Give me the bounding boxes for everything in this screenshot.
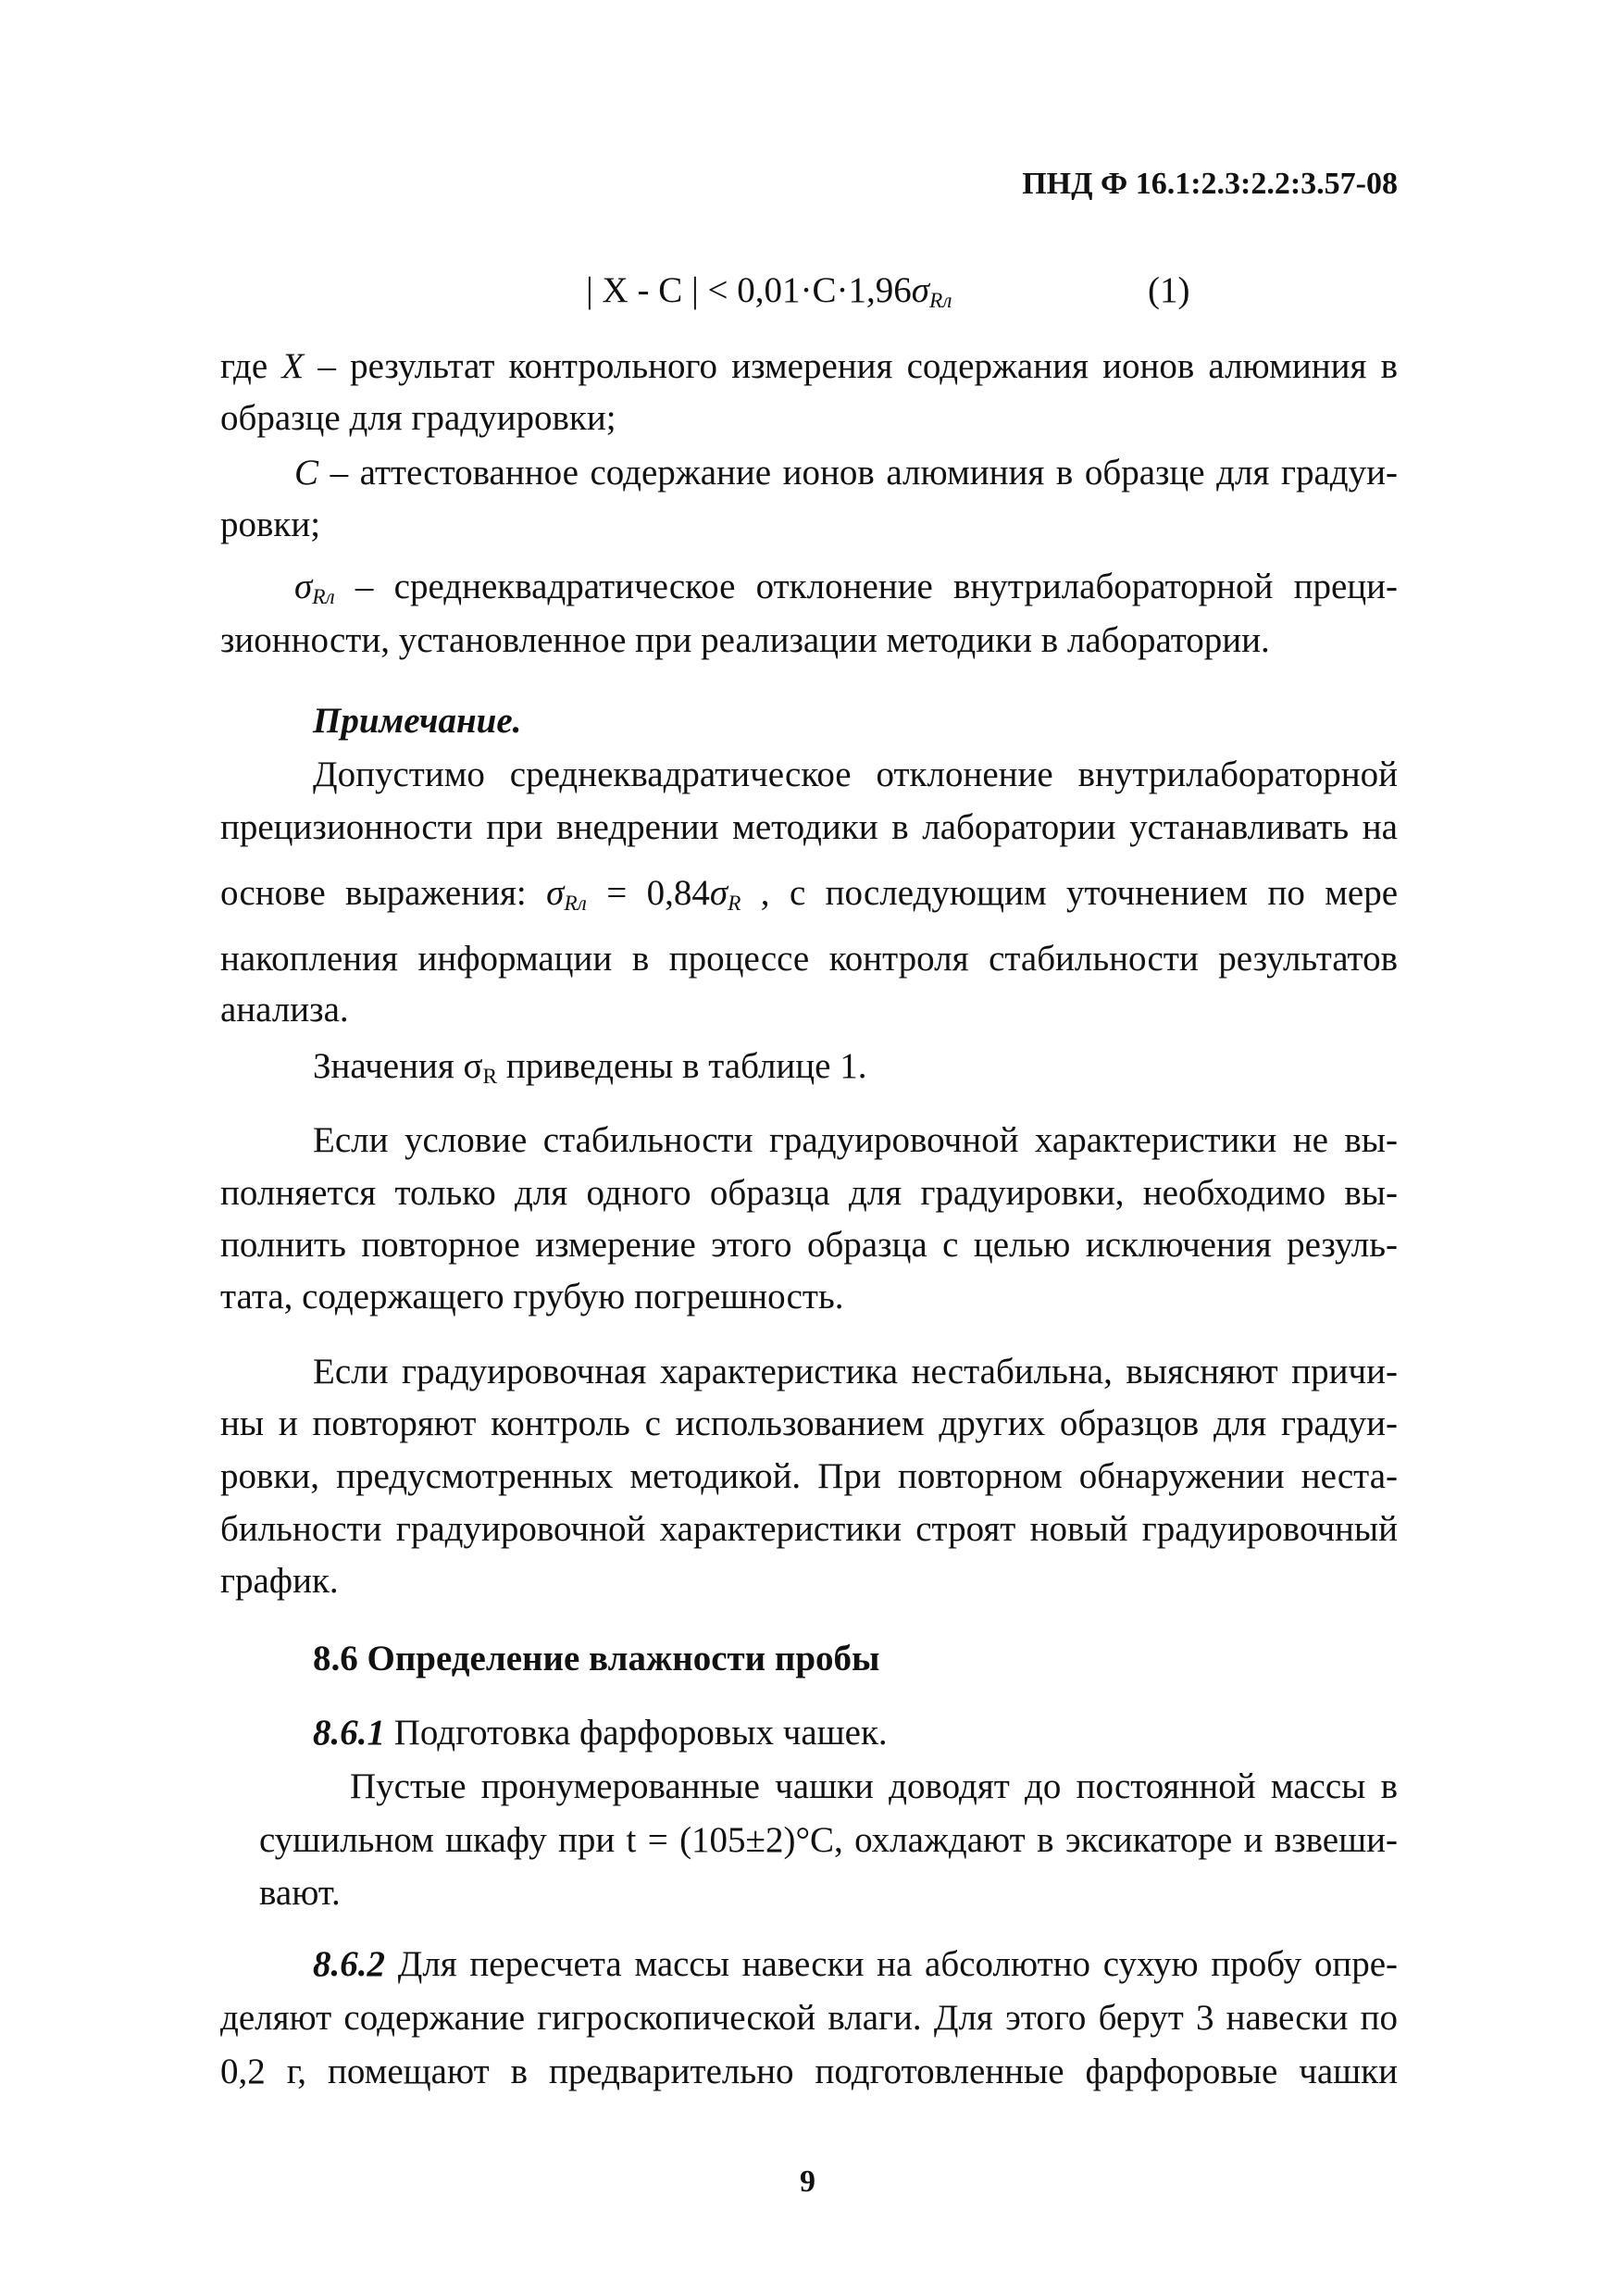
sigma-symbol: σ: [463, 1046, 483, 1086]
note-line-1: Допустимо среднеквадратическое отклонение внутрилабораторной: [313, 755, 1398, 794]
sigma-symbol: σ: [294, 567, 313, 606]
definition-x-line1: [220, 348, 1398, 384]
note-line-5: анализа.: [220, 990, 349, 1029]
note-title: Примечание.: [313, 701, 522, 741]
paragraph-1-line-4: тата, содержащего грубую погрешность.: [220, 1277, 844, 1316]
sigma-symbol: σ: [911, 270, 929, 310]
note-text: приведены в таблице 1.: [497, 1046, 867, 1086]
subsection-861-line-3: вают.: [259, 1873, 341, 1913]
definition-c-line1: [294, 455, 1398, 491]
definition-x-line2: образце для градуировки;: [220, 398, 616, 438]
note-line-3: [220, 875, 1398, 915]
paragraph-2-line-5: график.: [220, 1561, 339, 1601]
subsection-862-line-2: деляют содержание гигроскопической влаги. Для этого берут 3 навески по: [220, 1998, 1398, 2038]
subsection-861-title: [313, 1715, 888, 1751]
definition-c-line2: ровки;: [220, 505, 321, 544]
paragraph-2-line-1: Если градуировочная характеристика нестабильна, выясняют причи-: [313, 1352, 1398, 1391]
sigma-symbol: σ: [709, 873, 728, 913]
paragraph-2-line-3: ровки, предусмотренных методикой. При повторном обнаружении неста-: [220, 1456, 1398, 1496]
definition-sigma-line2: зионности, установленное при реализации методики в лаборатории.: [220, 620, 1270, 660]
note-line-2: прецизионности при внедрении методики в лаборатории устанавливать на: [220, 807, 1398, 847]
definition-c-text: – аттестованное содержание ионов алюминия в образце для градуи-: [318, 453, 1398, 493]
note-text: основе выражения:: [220, 873, 547, 913]
subsection-text: Для пересчета массы навески на абсолютно сухую пробу опре-: [385, 1944, 1398, 1984]
subsection-number: 8.6.1: [313, 1713, 385, 1753]
sigma-subscript: R: [728, 891, 741, 916]
note-values-line: [313, 1048, 867, 1088]
formula-1: [586, 272, 952, 312]
document-code: ПНД Ф 16.1:2.3:2.2:3.57-08: [1022, 167, 1398, 201]
definition-x-text: – результат контрольного измерения содержания ионов алюминия в: [304, 346, 1398, 386]
section-heading: 8.6 Определение влажности пробы: [313, 1639, 880, 1678]
formula-1-number: (1): [1148, 270, 1190, 310]
subsection-title: Подготовка фарфоровых чашек.: [385, 1713, 888, 1753]
definition-sigma-line1: [294, 568, 1398, 608]
formula-1-lhs: | X - C | < 0,01·C·1,96: [586, 270, 912, 310]
sigma-subscript: Rл: [312, 584, 335, 609]
sigma-symbol: σ: [546, 873, 565, 913]
subsection-862-line-1: [313, 1946, 1398, 1982]
subsection-861-line-1: Пустые пронумерованные чашки доводят до постоянной массы в: [350, 1766, 1398, 1806]
paragraph-1-line-2: полняется только для одного образца для градуировки, необходимо вы-: [220, 1173, 1398, 1213]
sigma-subscript: Rл: [564, 891, 587, 916]
note-text: , с последующим уточнением по мере: [741, 873, 1399, 913]
sigma-subscript: Rл: [929, 288, 952, 313]
subsection-861-line-2: сушильном шкафу при t = (105±2)°С, охлаждают в эксикаторе и взвеши-: [259, 1820, 1398, 1860]
note-line-4: накопления информации в процессе контроля стабильности результатов: [220, 939, 1398, 979]
definition-prefix: где: [220, 346, 282, 386]
note-text: = 0,84: [586, 873, 710, 913]
definition-sigma-text: – среднеквадратическое отклонение внутрилабораторной преци-: [334, 567, 1398, 606]
subsection-862-line-3: 0,2 г, помещают в предварительно подготовленные фарфоровые чашки: [220, 2052, 1398, 2091]
sigma-subscript: R: [482, 1064, 498, 1089]
paragraph-2-line-4: бильности градуировочной характеристики строят новый градуировочный: [220, 1509, 1398, 1549]
paragraph-1-line-3: полнить повторное измерение этого образца с целью исключения резуль-: [220, 1225, 1398, 1265]
paragraph-2-line-2: ны и повторяют контроль с использованием других образцов для градуи-: [220, 1404, 1398, 1443]
note-text: Значения: [313, 1046, 464, 1086]
paragraph-1-line-1: Если условие стабильности градуировочной характеристики не вы-: [313, 1120, 1398, 1160]
variable-c: C: [294, 453, 319, 493]
page-number: 9: [800, 2165, 815, 2199]
subsection-number: 8.6.2: [313, 1944, 385, 1984]
variable-x: X: [281, 346, 305, 386]
